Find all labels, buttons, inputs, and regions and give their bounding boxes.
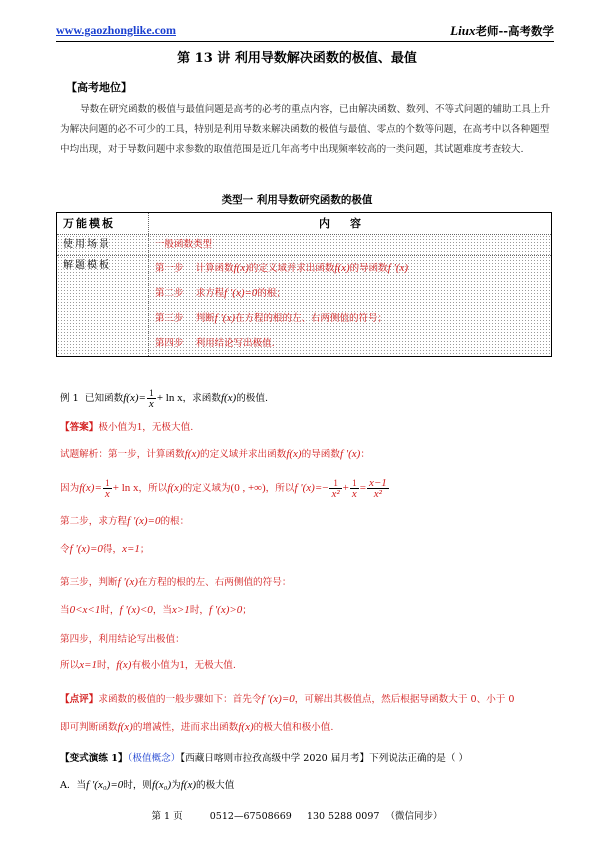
table-head-left: 万能模板 bbox=[57, 213, 149, 234]
type-title: 类型一 利用导数研究函数的极值 bbox=[221, 194, 373, 206]
step-2: 第二步 求方程f '(x)=0的根； bbox=[155, 287, 286, 300]
option-a: A．当f '(x₀)=0时，则f(x₀)为f(x)的极大值 bbox=[60, 779, 235, 791]
phone-2: 130 5288 0097 bbox=[306, 811, 380, 822]
table-head-right: 内容 bbox=[319, 217, 381, 230]
solution-signs: 当0<x<1时，f '(x)<0，当x>1时，f '(x)>0； bbox=[60, 604, 252, 616]
solution-step3: 第三步，判断f '(x)在方程的根的左、右两侧值的符号： bbox=[60, 576, 292, 588]
solution-step4: 第四步，利用结论写出极值： bbox=[60, 634, 185, 645]
page-footer bbox=[0, 810, 594, 823]
steps-cell bbox=[149, 256, 551, 356]
review-line-2: 即可判断函数f(x)的增减性，进而求出函数f(x)的极大值和极小值. bbox=[60, 721, 334, 733]
brand-italic: Liux bbox=[450, 23, 476, 38]
phone-1: 0512—67508669 bbox=[209, 811, 292, 822]
solution-step2: 第二步，求方程f '(x)=0的根： bbox=[60, 515, 190, 527]
intro-paragraph: 导数在研究函数的极值与最值问题是高考的必考的重点内容，已由解决函数、数列、不等式问题的辅助工具上升为解决问题的必不可少的工具，特别是利用导数来解决函数的极值与最值、零点的个数等问题，在高考中以各种题型中均出现，对于导数问题中求参数的取值范围是近几年高考中出现频率较高的一类问题，其试题难度考查较大. bbox=[60, 104, 551, 155]
table-row-use bbox=[57, 235, 551, 256]
step-4: 第四步 利用结论写出极值. bbox=[155, 338, 275, 350]
table-header-row bbox=[57, 213, 551, 235]
use-label: 使用场景 bbox=[57, 235, 149, 255]
frac-1-over-x: $\frac{1}{x}$ bbox=[148, 388, 154, 410]
solution-step1: 试题解析：第一步，计算函数f(x)的定义域并求出函数f(x)的导函数f '(x)： bbox=[60, 448, 370, 460]
review-line-1: 【点评】求函数的极值的一般步骤如下：首先令f '(x)=0，可解出其极值点，然后根据导函数大于 0、小于 0 bbox=[60, 693, 515, 705]
brand-rest: 老师--高考数学 bbox=[475, 24, 554, 38]
use-value: 一般函数类型 bbox=[149, 235, 551, 255]
page-header bbox=[56, 20, 554, 42]
step-1: 第一步 计算函数f(x)的定义域并求出函数f(x)的导函数f '(x) bbox=[155, 262, 409, 275]
answer-line: 【答案】极小值为1，无极大值. bbox=[60, 421, 194, 433]
step-3: 第三步 判断f '(x)在方程的根的左、右两侧值的符号； bbox=[155, 312, 388, 325]
page-number: 第 1 页 bbox=[151, 811, 183, 822]
brand-title bbox=[450, 22, 554, 40]
variant-line: 【变式演练 1】（极值概念）【西藏日喀则市拉孜高级中学 2020 届月考】下列说法正确的是（ ） bbox=[60, 753, 469, 764]
solution-conclusion: 所以x=1时，f(x)有极小值为1，无极大值. bbox=[60, 659, 236, 671]
solution-derivative: 因为f(x)= $\frac{1}{x}$ + ln x，所以f(x)的定义域为(0 , +∞)，所以f '(x)=− $\frac{1}{\text{x²}}$ + $\frac{1}{x}$ = $\frac{x-1}{\text{x²}}$ bbox=[60, 477, 387, 500]
solve-label: 解题模板 bbox=[57, 256, 149, 356]
template-table bbox=[56, 212, 552, 357]
solution-root: 令f '(x)=0得，x=1； bbox=[60, 543, 150, 555]
example-line: 例 1 已知函数f(x)= $\frac{1}{x}$ + ln x，求函数f(x)的极值. bbox=[60, 388, 269, 410]
site-link[interactable]: www.gaozhonglike.com bbox=[56, 23, 176, 37]
lecture-title: 第 13 讲 利用导数解决函数的极值、最值 bbox=[177, 51, 417, 66]
footer-note: （微信同步） bbox=[385, 811, 443, 822]
section-heading: 【高考地位】 bbox=[66, 81, 132, 94]
table-row-steps bbox=[57, 256, 551, 356]
